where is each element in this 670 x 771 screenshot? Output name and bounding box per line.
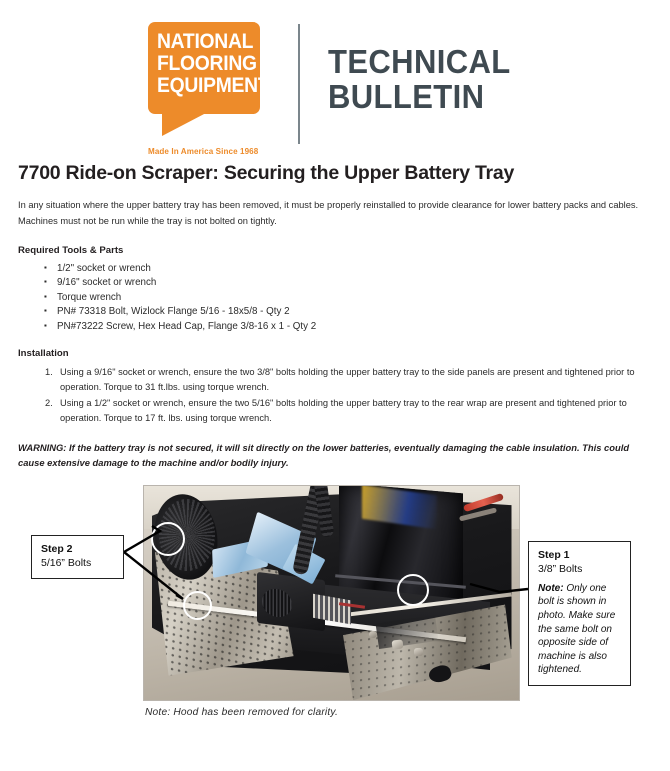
callout-note-text: Only one bolt is shown in photo. Make sure the same bolt on opposite side of machine is also tightened.	[538, 582, 616, 676]
callout-note-label: Note:	[538, 582, 564, 594]
logo-bubble-shape	[148, 22, 270, 114]
callout-step-2-subtitle: 5/16” Bolts	[41, 556, 92, 569]
tools-heading: Required Tools & Parts	[18, 245, 124, 256]
annotation-circle-bolt-3	[397, 574, 429, 606]
photo-bolt-head-b	[414, 648, 423, 656]
installation-steps	[18, 365, 655, 427]
warning-text: WARNING: If the battery tray is not secured, it will sit directly on the lower batteries, eventually damaging the cable insulation. This could cause extensive damage to the machine and/or bodily injury.	[18, 441, 630, 469]
document-body	[0, 162, 670, 471]
list-item: ▪ PN# 73318 Bolt, Wizlock Flange 5/16 - 18x5/8 - Qty 2	[57, 305, 655, 319]
list-item: Using a 1/2" socket or wrench, ensure the two 5/16" bolts holding the upper battery tray to the rear wrap are present and tightened prior to operation. Torque to 17 ft. lbs. using torque wrench.	[60, 397, 627, 424]
callout-step-1	[528, 541, 631, 686]
trademark-icon: ™	[248, 22, 256, 29]
list-item: ▪ PN#73222 Screw, Hex Head Cap, Flange 3/8-16 x 1 - Qty 2	[57, 320, 655, 334]
callout-step-1-subtitle: 3/8” Bolts	[538, 562, 583, 575]
logo-line-national: NATIONAL	[156, 30, 254, 53]
annotation-circle-bolt-1	[151, 522, 185, 556]
machine-photo	[143, 485, 520, 701]
list-item: ▪ 9/16" socket or wrench	[57, 276, 655, 290]
figure-caption: Note: Hood has been removed for clarity.	[145, 706, 338, 718]
callout-step-2	[31, 535, 124, 579]
company-logo	[148, 22, 276, 156]
tools-list	[18, 262, 655, 334]
bulletin-wordmark	[328, 22, 511, 114]
list-item: Using a 9/16" socket or wrench, ensure the two 3/8" bolts holding the upper battery tray to the side panels are present and tightened prior to operation. Torque to 31 ft.lbs. using torque wrench.	[60, 367, 635, 393]
bulletin-word-technical: TECHNICAL	[327, 43, 511, 80]
logo-line-equipment: EQUIPMENT	[156, 74, 270, 97]
callout-step-1-note	[538, 582, 622, 677]
document-header	[0, 0, 670, 156]
annotation-circle-bolt-2	[183, 591, 212, 620]
list-item: ▪ 1/2" socket or wrench	[57, 262, 655, 276]
intro-paragraph: In any situation where the upper battery tray has been removed, it must be properly reinstalled to provide clearance for lower battery packs and cables. Machines must not be run while the tray is not bolted on tightly.	[18, 200, 639, 226]
list-item: ▪ Torque wrench	[57, 291, 655, 305]
page-title: 7700 Ride-on Scraper: Securing the Upper Battery Tray	[18, 162, 515, 184]
photo-bolt-head-a	[391, 639, 403, 649]
figure-area	[0, 479, 670, 759]
callout-step-2-title: Step 2	[41, 542, 73, 555]
callout-step-1-title: Step 1	[538, 548, 570, 561]
bulletin-word-bulletin: BULLETIN	[327, 78, 485, 115]
logo-line-flooring: FLOORING	[156, 52, 257, 75]
installation-heading: Installation	[18, 348, 69, 360]
logo-tagline: Made In America Since 1968	[147, 146, 259, 156]
header-divider	[298, 24, 300, 144]
